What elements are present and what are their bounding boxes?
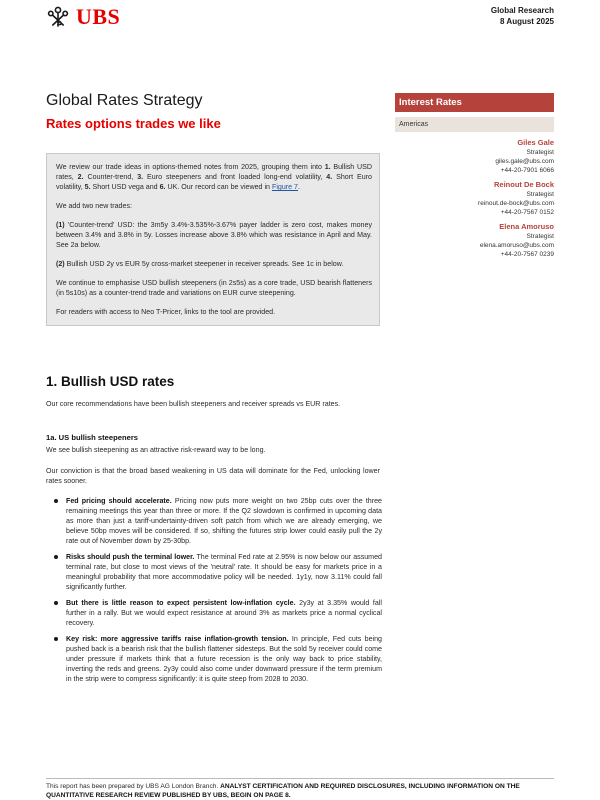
bullet-lead: But there is little reason to expect persistent low-inflation cycle. xyxy=(66,599,296,607)
bullet-lead: Key risk: more aggressive tariffs raise inflation-growth tension. xyxy=(66,635,289,643)
summary-text: Bullish USD rates, xyxy=(56,163,372,181)
report-title: Global Rates Strategy xyxy=(46,92,203,109)
author-name: Giles Gale xyxy=(517,138,554,147)
ubs-keys-icon xyxy=(46,5,70,29)
author-role: Strategist xyxy=(526,149,554,156)
summary-text: Bullish USD 2y vs EUR 5y cross-market steepener in receiver spreads. See 1c in below. xyxy=(64,260,344,268)
bullet-text: 2y3y at 3.35% would fall further in a rally. But we would expect resistance at around 3% as markets price a normal cyclical recovery. xyxy=(66,599,382,627)
item-number: 3. xyxy=(137,173,144,181)
figure-7-link[interactable]: Figure 7 xyxy=(271,183,299,191)
summary-text: UK. Our record can be viewed in xyxy=(165,183,272,191)
author-role: Strategist xyxy=(526,191,554,198)
item-number: 6. xyxy=(159,183,166,191)
bullet-dot xyxy=(54,637,58,641)
author-card xyxy=(394,222,554,259)
section-label: Interest Rates xyxy=(395,93,554,112)
author-email[interactable]: reinout.de-bock@ubs.com xyxy=(478,200,554,207)
summary-paragraph xyxy=(56,259,372,269)
author-phone: +44-20-7567 0239 xyxy=(500,251,554,258)
conviction-text: Our conviction is that the broad based weakening in US data will dominate for the Fed, unlocking lower rates sooner. xyxy=(46,467,380,485)
author-list xyxy=(394,138,554,264)
item-number: 2. xyxy=(77,173,84,181)
summary-paragraph xyxy=(56,162,372,192)
summary-text: Short USD vega and xyxy=(90,183,160,191)
author-email[interactable]: elena.amoruso@ubs.com xyxy=(479,242,554,249)
bullet-text: In principle, Fed cuts being pushed back is a bearish risk that the bullish flattener sidesteps. But the sold 5y receiver could come under pressure if markets think that a future recession is the only way back to price stability, inverting the reds and greens. 2y3y could also come under downward pressure if the term premium in the strip were to compress significantly: it is quite steep from 2028 to 2030. xyxy=(66,635,383,683)
section-heading: 1. Bullish USD rates xyxy=(46,374,175,389)
author-name: Elena Amoruso xyxy=(499,222,554,231)
author-card xyxy=(394,180,554,217)
author-role: Strategist xyxy=(526,233,554,240)
list-item xyxy=(46,496,382,546)
footer-divider xyxy=(46,778,554,779)
trade-number: (2) xyxy=(56,260,65,268)
bullet-lead: Risks should push the terminal lower. xyxy=(66,553,195,561)
summary-text: Short Euro volatility, xyxy=(56,173,372,191)
item-number: 5. xyxy=(84,183,91,191)
item-number: 4. xyxy=(326,173,333,181)
bullet-text: Pricing now puts more weight on two 25bp cuts over the three remaining meetings this year than three or more. If the Q2 slowdown is confirmed in upcoming data as more than just a tariff-undertainty-driven soft patch from which we are already emerging, we believe 50bp moves will be considered. If so, shifting the futures strip lower could easily pull the 2y rate out of November down by 25-30bp. xyxy=(66,497,382,545)
author-phone: +44-20-7567 0152 xyxy=(500,209,554,216)
publication-type: Global Research xyxy=(490,6,554,15)
summary-text: 'Counter-trend' USD: the 3m5y 3.4%-3.535%-3.67% payer ladder is zero cost, makes money between 3.4% and 3.8% in 5y. Losses increase above 3.8% which was resistance in April and May. See 2a below. xyxy=(56,221,372,249)
report-subtitle: Rates options trades we like xyxy=(46,116,221,131)
disclosure-footer xyxy=(46,782,556,800)
summary-paragraph: We add two new trades: xyxy=(56,202,132,210)
ubs-logo xyxy=(46,4,120,30)
publication-date: 8 August 2025 xyxy=(500,17,554,26)
list-item xyxy=(46,552,382,592)
author-card xyxy=(394,138,554,175)
summary-text: We review our trade ideas in options-themed notes from 2025, grouping them into xyxy=(56,163,325,171)
summary-paragraph: We continue to emphasise USD bullish steepeners (in 2s5s) as a core trade, USD bearish flatteners (in 5s10s) as a counter-trend trade and variations on EUR curve steepening. xyxy=(56,279,372,297)
footer-text: This report has been prepared by UBS AG London Branch. xyxy=(46,783,221,790)
item-number: 1. xyxy=(324,163,331,171)
sub-intro: We see bullish steepening as an attractive risk-reward way to be long. xyxy=(46,446,266,454)
bullet-text: The terminal Fed rate at 2.95% is now below our assumed terminal rate, but close to most views of the 'neutral' rate. It should be easy for markets price in a meaningful probability that more accommodative policy will be needed. 1y1y, now 3.11% could fall significantly further. xyxy=(66,553,382,591)
bullet-dot xyxy=(54,499,58,503)
author-email[interactable]: giles.gale@ubs.com xyxy=(495,158,554,165)
summary-text: Euro steepeners and front loaded long-end volatility, xyxy=(143,173,327,181)
summary-box xyxy=(46,153,380,326)
bullet-dot xyxy=(54,601,58,605)
author-name: Reinout De Bock xyxy=(493,180,554,189)
bullet-lead: Fed pricing should accelerate. xyxy=(66,497,172,505)
summary-text: Counter-trend, xyxy=(83,173,138,181)
sub-heading: 1a. US bullish steepeners xyxy=(46,433,139,442)
summary-paragraph xyxy=(56,220,372,250)
brand-name: UBS xyxy=(76,4,121,29)
summary-text: . xyxy=(298,183,300,191)
trade-number: (1) xyxy=(56,221,65,229)
footer-disclosure: ANALYST CERTIFICATION AND REQUIRED DISCLOSURES, INCLUDING INFORMATION ON THE QUANTITATIVE RESEARCH REVIEW PUBLISHED BY UBS, BEGIN ON PAGE 8. xyxy=(46,783,520,799)
list-item xyxy=(46,634,382,684)
list-item xyxy=(46,598,382,628)
summary-paragraph: For readers with access to Neo T-Pricer, links to the tool are provided. xyxy=(56,308,276,316)
publication-info xyxy=(491,5,554,27)
bullet-list xyxy=(46,496,382,690)
section-intro: Our core recommendations have been bullish steepeners and receiver spreads vs EUR rates. xyxy=(46,400,341,408)
region-label: Americas xyxy=(395,117,554,132)
author-phone: +44-20-7901 6066 xyxy=(500,167,554,174)
bullet-dot xyxy=(54,555,58,559)
